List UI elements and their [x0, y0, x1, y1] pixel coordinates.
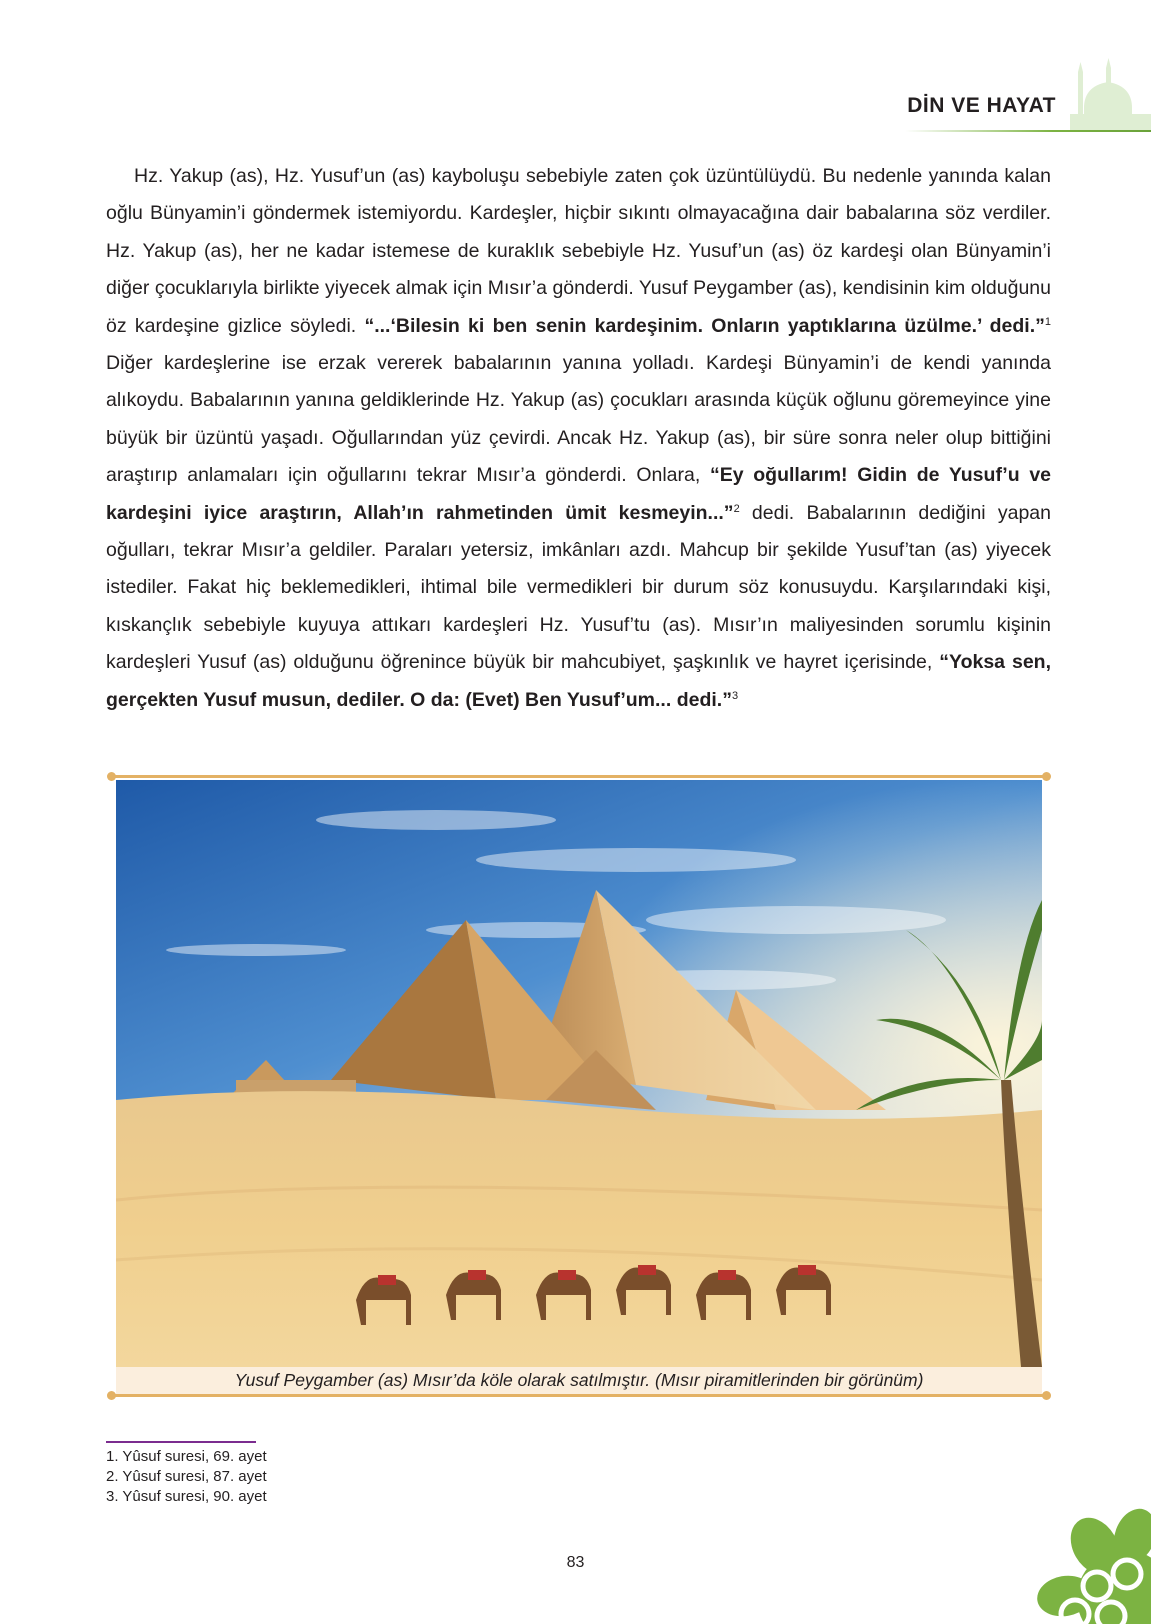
- footnote-rule: [106, 1441, 256, 1443]
- body-text-1: Hz. Yakup (as), Hz. Yusuf’un (as) kayboluşu sebebiyle zaten çok üzüntülüydü. Bu nedenle yanında kalan oğlu Bünyamin’i göndermek istemiyordu. Kardeşler, hiçbir sıkıntı olmayacağına dair babalarına söz verdiler. Hz. Yakup (as), her ne kadar istemese de kuraklık sebebiyle Hz. Yusuf’un (as) öz kardeşi olan Bünyamin’i diğer çocuklarıyla birlikte yiyecek almak için Mısır’a gönderdi. Yusuf Peygamber (as), kendisinin kim olduğunu öz kardeşine gizlice söyledi.: [106, 165, 1051, 337]
- mosque-silhouette-icon: [1070, 58, 1151, 132]
- footnotes: [106, 1447, 267, 1507]
- pyramids-photo: [116, 780, 1042, 1367]
- frame-dot: [107, 1391, 116, 1400]
- header-title: DİN VE HAYAT: [907, 94, 1056, 117]
- figure-caption: Yusuf Peygamber (as) Mısır’da köle olarak satılmıştır. (Mısır piramitlerinden bir görünüm): [116, 1367, 1042, 1394]
- figure-frame-top: [111, 775, 1047, 778]
- flower-ornament-icon: [1035, 1506, 1151, 1624]
- footnote-3: 3. Yûsuf suresi, 90. ayet: [106, 1488, 267, 1505]
- frame-dot: [1042, 772, 1051, 781]
- footnote-1: 1. Yûsuf suresi, 69. ayet: [106, 1448, 267, 1465]
- body-text-3: dedi. Babalarının dediğini yapan oğulları, tekrar Mısır’a geldiler. Paraları yetersiz, imkânları azdı. Mahcup bir şekilde Yusuf’tan (as) yiyecek istediler. Fakat hiç beklemedikleri, ihtimal bile vermedikleri bir durum söz konusuydu. Karşılarındaki kişi, kıskançlık sebebiyle kuyuya attıkarı kardeşleri Hz. Yusuf’tu (as). Mısır’ın maliyesinden sorumlu kişinin kardeşleri Yusuf (as) olduğunu öğrenince büyük bir mahcubiyet, şaşkınlık ve hayret içerisinde,: [106, 501, 1052, 674]
- frame-dot: [107, 772, 116, 781]
- body-paragraph: [106, 158, 1051, 719]
- quote-2: “Ey oğullarım! Gidin de Yusuf’u ve kardeşini iyice araştırın, Allah’ın rahmetinden ümit kesmeyin...”: [106, 464, 1052, 524]
- quote-3: “Yoksa sen, gerçekten Yusuf musun, dediler. O da: (Evet) Ben Yusuf’um... dedi.”: [106, 651, 1052, 711]
- header-divider: [905, 130, 1151, 132]
- footnote-ref-3: 3: [731, 689, 739, 702]
- footnote-2: 2. Yûsuf suresi, 87. ayet: [106, 1468, 267, 1485]
- quote-1: “...‘Bilesin ki ben senin kardeşinim. Onların yaptıklarına üzülme.’ dedi.”: [364, 314, 1045, 337]
- footnote-ref-1: 1: [1044, 315, 1051, 328]
- body-text-2: Diğer kardeşlerine ise erzak vererek babalarının yanına yolladı. Kardeşi Bünyamin’i de kendi yanında alıkoydu. Babalarının yanına geldiklerinde Hz. Yakup (as) çocukları arasında küçük oğlunu göremeyince yine büyük bir üzüntü yaşadı. Oğullarından yüz çevirdi. Ancak Hz. Yakup (as), bir süre sonra neler olup bittiğini araştırıp anlamaları için oğullarını tekrar Mısır’a gönderdi. Onlara,: [106, 352, 1051, 487]
- page-number: 83: [566, 1554, 585, 1571]
- footnote-ref-2: 2: [733, 502, 740, 515]
- figure-frame-bottom: [111, 1394, 1047, 1397]
- frame-dot: [1042, 1391, 1051, 1400]
